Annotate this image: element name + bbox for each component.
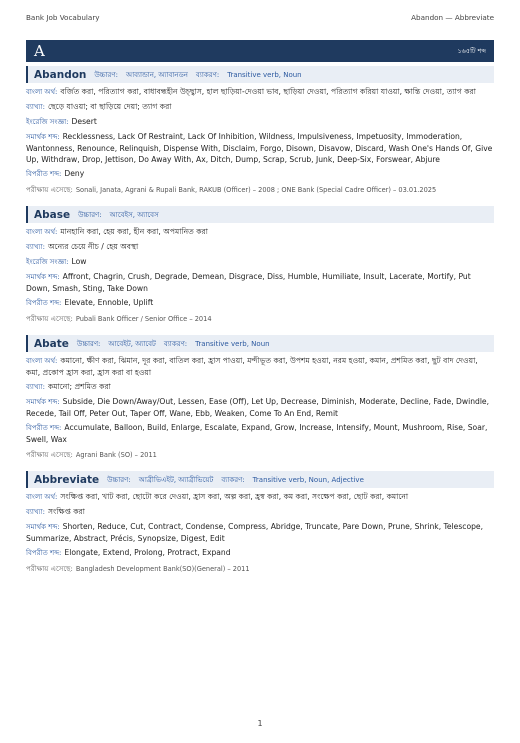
exams: Pubali Bank Officer / Senior Office – 2014 xyxy=(75,315,212,323)
antonyms-label: বিপরীত শব্দ: xyxy=(26,170,62,178)
document-title: Bank Job Vocabulary xyxy=(26,13,100,22)
exams-label: পরীক্ষায় এসেছে: xyxy=(26,565,73,573)
vocab-entry-abandon xyxy=(26,66,494,196)
bangla-meaning-row xyxy=(26,86,494,98)
vocabulary-list xyxy=(26,66,494,585)
grammar: Transitive verb, Noun, Adjective xyxy=(252,475,364,484)
pronunciation: আবেইস, অ্যাবেস xyxy=(109,210,159,219)
synonyms: Shorten, Reduce, Cut, Contract, Condense, Compress, Abridge, Truncate, Pare Down, Prune, Shrink, Telescope, Summarize, Abstract, Précis, Synopsize, Digest, Edit xyxy=(26,522,484,543)
word-count: ১৬৫টি শব্দ xyxy=(457,46,486,55)
explanation-label: ব্যাখ্যা: xyxy=(26,103,45,111)
english-definition: Low xyxy=(71,257,87,266)
synonyms-label: সমার্থক শব্দ: xyxy=(26,133,60,141)
exams-row xyxy=(26,185,494,196)
bangla-meaning-label: বাংলা অর্থ: xyxy=(26,493,58,501)
vocab-entry-abate xyxy=(26,335,494,461)
synonyms-label: সমার্থক শব্দ: xyxy=(26,398,60,406)
bangla-meaning: বর্জিত করা, পরিত্যাগ করা, বাধাবন্ধহীন উচ্ছ্বাস, হাল ছাড়িয়া-দেওয়া ভাব, ছাড়িয়া দেওয়া, পরিত্যাগ করিয়া যাওয়া, ক্ষান্তি দেওয়া, ত্যাগ করা xyxy=(60,87,476,96)
explanation-label: ব্যাখ্যা: xyxy=(26,243,45,251)
english-definition-row xyxy=(26,256,494,268)
vocab-entry-abbreviate xyxy=(26,471,494,575)
explanation: অন্যের চেয়ে নীচ / হেয় অবস্থা xyxy=(47,242,139,251)
page-number: 1 xyxy=(257,719,263,728)
grammar-label: ব্যাকরণ: xyxy=(195,70,220,79)
pronunciation: আব্যান্ডান, অ্যাবানডন xyxy=(125,70,188,79)
antonyms-row xyxy=(26,547,494,559)
grammar-label: ব্যাকরণ: xyxy=(163,339,188,348)
page-header xyxy=(26,13,494,22)
grammar: Transitive verb, Noun xyxy=(195,339,270,348)
antonyms-row xyxy=(26,168,494,180)
section-letter: A xyxy=(34,42,45,60)
exams-label: পরীক্ষায় এসেছে: xyxy=(26,315,73,323)
pronunciation: আব্রীভিএইট, অ্যাব্রীভিয়েট xyxy=(138,475,214,484)
english-definition-row xyxy=(26,116,494,128)
synonyms-label: সমার্থক শব্দ: xyxy=(26,523,60,531)
pronunciation-label: উচ্চারণ: xyxy=(76,339,101,348)
synonyms-row xyxy=(26,396,494,419)
synonyms-row xyxy=(26,521,494,544)
explanation-row xyxy=(26,506,494,518)
entry-header xyxy=(26,471,494,488)
explanation: কমানো; প্রশমিত করা xyxy=(47,382,111,391)
exams: Agrani Bank (SO) – 2011 xyxy=(75,451,157,459)
synonyms: Subside, Die Down/Away/Out, Lessen, Ease (Off), Let Up, Decrease, Diminish, Moderate, Decline, Fade, Dwindle, Recede, Tail Off, Peter Out, Taper Off, Wane, Ebb, Weaken, Come To An End, Remit xyxy=(26,397,490,418)
entry-word: Abandon xyxy=(34,68,87,81)
entry-word: Abase xyxy=(34,208,71,221)
synonyms: Affront, Chagrin, Crush, Degrade, Demean, Disgrace, Diss, Humble, Humiliate, Insult, Lacerate, Mortify, Put Down, Smash, Sting, Take Down xyxy=(26,272,471,293)
entry-header xyxy=(26,66,494,83)
exams: Sonali, Janata, Agrani & Rupali Bank, RAKUB (Officer) – 2008 ; ONE Bank (Special Cadre Officer) – 03.01.2025 xyxy=(75,186,437,194)
explanation: ছেড়ে যাওয়া; বা ছাড়িয়ে দেয়া; ত্যাগ করা xyxy=(47,102,172,111)
bangla-meaning-row xyxy=(26,491,494,503)
entry-header xyxy=(26,206,494,223)
explanation-label: ব্যাখ্যা: xyxy=(26,508,45,516)
pronunciation-label: উচ্চারণ: xyxy=(78,210,102,219)
page-range: Abandon — Abbreviate xyxy=(411,13,494,22)
exams-row xyxy=(26,314,494,325)
explanation-row xyxy=(26,241,494,253)
bangla-meaning: সংক্ষিপ্ত করা, খাট করা, ছোটো করে দেওয়া, হ্রাস করা, অল্প করা, হ্রস্ব করা, কম করা, সংক্ষেপ করা, ছোট করা, কমানো xyxy=(60,492,409,501)
antonyms-label: বিপরীত শব্দ: xyxy=(26,299,62,307)
bangla-meaning-label: বাংলা অর্থ: xyxy=(26,228,58,236)
grammar: Transitive verb, Noun xyxy=(227,70,302,79)
grammar-label: ব্যাকরণ: xyxy=(221,475,245,484)
entry-header xyxy=(26,335,494,352)
english-definition: Desert xyxy=(71,117,97,126)
bangla-meaning-row xyxy=(26,355,494,378)
bangla-meaning: কমানো, ক্ষীণ করা, ঝিমান, দূর করা, বাতিল করা, হ্রাস পাওয়া, মন্দীভূত করা, উপশম হওয়া, নরম হওয়া, কমান, প্রশমিত করা, ছুট বাদ দেওয়া, কমা, প্রকোপ হ্রাস করা, হ্রাস করা বা হওয়া xyxy=(26,356,478,377)
synonyms-row xyxy=(26,131,494,165)
bangla-meaning: মানহানি করা, হেয় করা, হীন করা, অপমানিত করা xyxy=(60,227,208,236)
antonyms: Accumulate, Balloon, Build, Enlarge, Escalate, Expand, Grow, Increase, Intensify, Mount, Mushroom, Rise, Soar, Swell, Wax xyxy=(26,423,488,444)
exams-label: পরীক্ষায় এসেছে: xyxy=(26,451,73,459)
antonyms-label: বিপরীত শব্দ: xyxy=(26,549,62,557)
antonyms-label: বিপরীত শব্দ: xyxy=(26,424,62,432)
antonyms-row xyxy=(26,297,494,309)
explanation-row xyxy=(26,381,494,393)
english-definition-label: ইংরেজি সংজ্ঞা: xyxy=(26,118,69,126)
synonyms-label: সমার্থক শব্দ: xyxy=(26,273,60,281)
explanation-row xyxy=(26,101,494,113)
english-definition-label: ইংরেজি সংজ্ঞা: xyxy=(26,258,69,266)
vocab-entry-abase xyxy=(26,206,494,325)
entry-word: Abbreviate xyxy=(34,473,100,486)
bangla-meaning-label: বাংলা অর্থ: xyxy=(26,357,58,365)
exams-label: পরীক্ষায় এসেছে: xyxy=(26,186,73,194)
bangla-meaning-row xyxy=(26,226,494,238)
exams-row xyxy=(26,450,494,461)
antonyms: Deny xyxy=(64,169,85,178)
synonyms: Recklessness, Lack Of Restraint, Lack Of Inhibition, Wildness, Impulsiveness, Impetuosity, Immoderation, Wantonness, Renounce, Relinquish, Dispense With, Disclaim, Forgo, Disown, Disavow, Discard, Wash One's Hands Of, Give Up, Withdraw, Drop, Jettison, Do Away With, Ax, Ditch, Dump, Scrap, Scrub, Junk, Deep-Six, Forswear, Abjure xyxy=(26,132,493,164)
pronunciation-label: উচ্চারণ: xyxy=(94,70,118,79)
explanation-label: ব্যাখ্যা: xyxy=(26,383,45,391)
antonyms-row xyxy=(26,422,494,445)
pronunciation-label: উচ্চারণ: xyxy=(107,475,131,484)
antonyms: Elongate, Extend, Prolong, Protract, Expand xyxy=(64,548,231,557)
synonyms-row xyxy=(26,271,494,294)
pronunciation: আবেইট, অ্যাবেট xyxy=(108,339,156,348)
exams-row xyxy=(26,564,494,575)
exams: Bangladesh Development Bank(SO)(General) – 2011 xyxy=(75,565,250,573)
entry-word: Abate xyxy=(34,337,69,350)
explanation: সংক্ষিপ্ত করা xyxy=(47,507,85,516)
bangla-meaning-label: বাংলা অর্থ: xyxy=(26,88,58,96)
letter-section-bar xyxy=(26,40,494,62)
antonyms: Elevate, Ennoble, Uplift xyxy=(64,298,154,307)
